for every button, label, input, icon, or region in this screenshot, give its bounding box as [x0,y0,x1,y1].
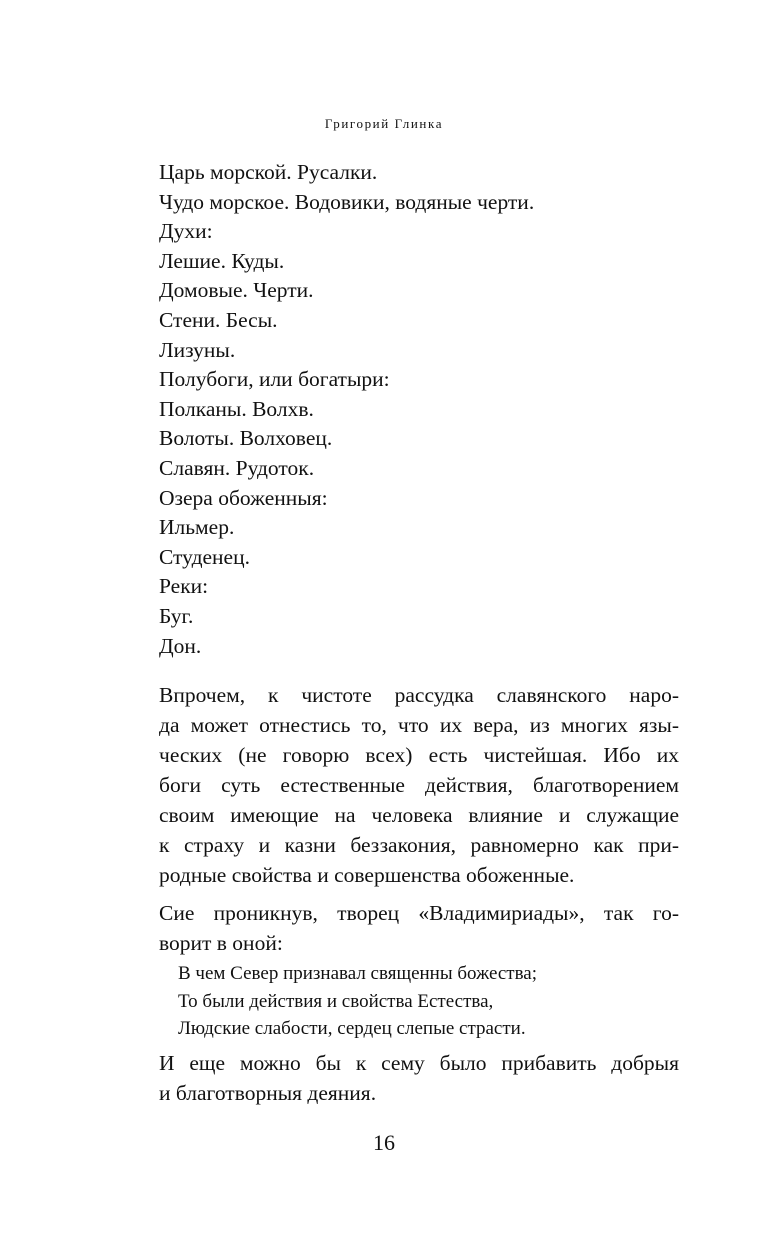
paragraph-3 [159,1048,679,1108]
paragraph-line-text: И еще можно бы к сему было прибавить добрыя [159,1051,679,1075]
paragraph-line [159,710,679,740]
paragraph-line [159,740,679,770]
list-item: Чудо морское. Водовики, водяные черти. [159,189,535,214]
list-item: Озера обоженныя: [159,485,328,510]
verse-line: То были действия и свойства Естества, [178,990,494,1012]
paragraph-1 [159,680,679,890]
verse-line: Людские слабости, сердец слепые страсти. [178,1018,526,1039]
paragraph-line [159,1048,679,1078]
paragraph-2 [159,898,679,958]
paragraph-line-text: родные свойства и совершенства обоженные. [159,863,575,887]
list-item: Дон. [159,633,202,658]
list-item: Лизуны. [159,337,236,362]
paragraph-line-text: и благотворныя деяния. [159,1081,377,1105]
paragraph-line-text: да может отнестись то, что их вера, из многих язы- [159,713,679,737]
paragraph-line-text: к страху и казни беззакония, равномерно как при- [159,833,679,857]
verse-line: В чем Север признавал священны божества; [178,963,538,984]
list-item: Домовые. Черти. [159,278,314,303]
list-item: Полубоги, или богатыри: [159,367,390,392]
list-item: Реки: [159,574,209,599]
deity-list [159,158,534,661]
list-item: Волоты. Волховец. [159,426,333,451]
paragraph-line-text: Впрочем, к чистоте рассудка славянского наро- [159,683,679,707]
paragraph-line-text: Сие проникнув, творец «Владимириады», так го- [159,901,679,925]
list-item: Лешие. Куды. [159,248,285,273]
paragraph-line [159,928,679,958]
paragraph-line-text: ческих (не говорю всех) есть чистейшая. Ибо их [159,743,679,767]
list-item: Буг. [159,603,194,628]
list-item: Полканы. Волхв. [159,396,314,421]
verse-quotation [178,960,537,1043]
list-item: Царь морской. Русалки. [159,160,378,184]
paragraph-line-text: ворит в оной: [159,931,283,955]
list-item: Студенец. [159,544,250,569]
paragraph-line [159,860,679,890]
paragraph-line [159,680,679,710]
list-item: Славян. Рудоток. [159,455,315,480]
list-item: Ильмер. [159,515,235,540]
paragraph-line [159,898,679,928]
paragraph-line [159,1078,679,1108]
paragraph-line-text: своим имеющие на человека влияние и служащие [159,803,679,827]
page-number: 16 [373,1130,395,1155]
paragraph-line [159,800,679,830]
list-item: Стени. Бесы. [159,307,278,332]
list-item: Духи: [159,219,213,244]
paragraph-line-text: боги суть естественные действия, благотворением [159,773,679,797]
paragraph-line [159,830,679,860]
running-head-author: Григорий Глинка [324,116,444,131]
paragraph-line [159,770,679,800]
